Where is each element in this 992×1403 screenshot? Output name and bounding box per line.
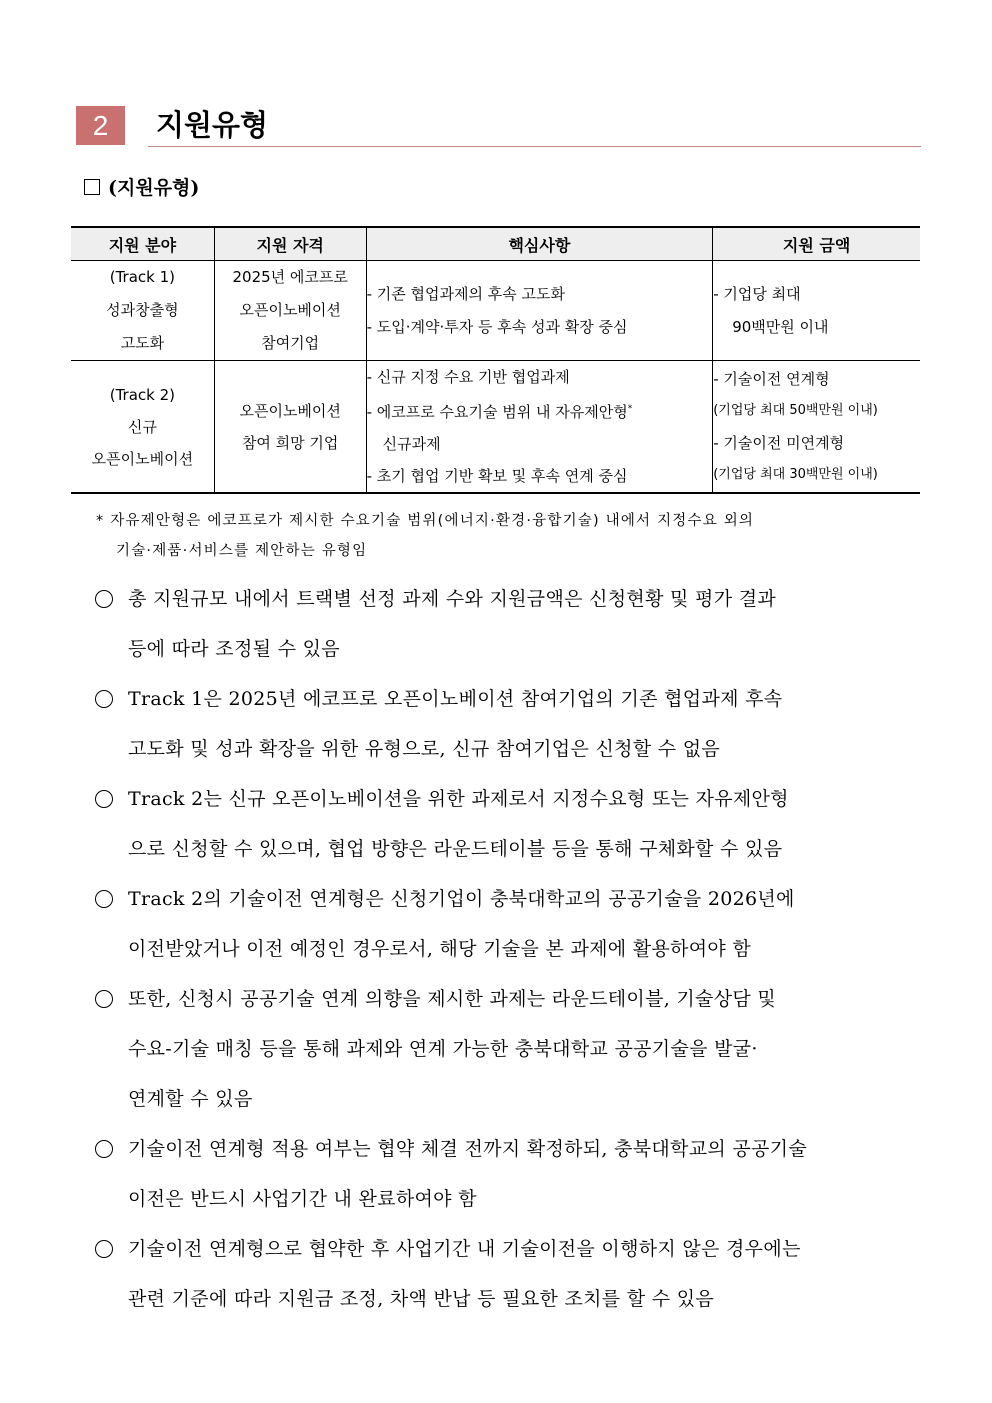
subheading-text: (지원유형): [108, 177, 200, 199]
cell-line: (기업당 최대 50백만원 이내): [713, 402, 878, 418]
footnote: [96, 506, 926, 566]
bullet-item: [92, 974, 926, 1124]
empty-square-icon: [84, 179, 100, 195]
bullet-list: [92, 574, 926, 1324]
cell-line: 오픈이노베이션: [239, 401, 341, 420]
cell-amount: [713, 361, 920, 494]
cell-line: 성과창출형: [106, 301, 179, 319]
circle-bullet-icon: [95, 590, 113, 608]
bullet-line: 으로 신청할 수 있으며, 협업 방향은 라운드테이블 등을 통해 구체화할 수 있음: [128, 838, 783, 860]
cell-key-points: [366, 361, 713, 494]
header-field: 지원 분야: [71, 227, 214, 261]
header-amount: 지원 금액: [713, 227, 920, 261]
cell-line: 오픈이노베이션: [239, 301, 341, 319]
bullet-line: Track 1은 2025년 에코프로 오픈이노베이션 참여기업의 기존 협업과제 후속: [128, 688, 783, 710]
bullet-line: 기술이전 연계형으로 협약한 후 사업기간 내 기술이전을 이행하지 않은 경우에는: [128, 1238, 801, 1260]
cell-line: 신규: [127, 417, 157, 436]
cell-line: (Track 1): [109, 268, 176, 286]
cell-line: 90백만원 이내: [732, 317, 829, 336]
cell-field: [71, 261, 214, 361]
bullet-line: 등에 따라 조정될 수 있음: [128, 638, 340, 660]
header-key-points: 핵심사항: [366, 227, 713, 261]
cell-line: (Track 2): [109, 385, 176, 404]
cell-line: - 기존 협업과제의 후속 고도화: [366, 284, 565, 303]
footnote-line-2: 기술·제품·서비스를 제안하는 유형임: [116, 543, 368, 559]
circle-bullet-icon: [95, 890, 113, 908]
cell-field: [71, 361, 214, 494]
cell-amount: [713, 261, 920, 361]
bullet-line: 또한, 신청시 공공기술 연계 의향을 제시한 과제는 라운드테이블, 기술상담 및: [128, 988, 777, 1010]
cell-eligibility: [214, 361, 366, 494]
bullet-line: 고도화 및 성과 확장을 위한 유형으로, 신규 참여기업은 신청할 수 없음: [128, 738, 721, 760]
cell-line: 참여 희망 기업: [241, 433, 339, 452]
table-header-row: [71, 227, 920, 261]
cell-line: (기업당 최대 30백만원 이내): [713, 466, 878, 482]
cell-eligibility: [214, 261, 366, 361]
header-eligibility: 지원 자격: [214, 227, 366, 261]
circle-bullet-icon: [95, 690, 113, 708]
circle-bullet-icon: [95, 790, 113, 808]
bullet-item: [92, 574, 926, 674]
cell-key-points: [366, 261, 713, 361]
bullet-item: [92, 874, 926, 974]
subheading: [84, 174, 199, 202]
cell-line: - 신규 지정 수요 기반 협업과제: [366, 368, 570, 386]
table-row: [71, 261, 920, 361]
cell-line: [367, 393, 713, 428]
bullet-line: Track 2는 신규 오픈이노베이션을 위한 과제로서 지정수요형 또는 자유제안형: [128, 788, 789, 810]
cell-line: 2025년 에코프로: [232, 268, 348, 286]
bullet-line: 총 지원규모 내에서 트랙별 선정 과제 수와 지원금액은 신청현황 및 평가 결과: [128, 588, 777, 610]
footnote-line-1: 자유제안형은 에코프로가 제시한 수요기술 범위(에너지·환경·융합기술) 내에서 지정수요 외의: [110, 513, 755, 529]
cell-line: - 초기 협업 기반 확보 및 후속 연계 중심: [366, 467, 628, 485]
cell-line: - 기업당 최대: [713, 284, 801, 303]
bullet-line: 이전받았거나 이전 예정인 경우로서, 해당 기술을 본 과제에 활용하여야 함: [128, 938, 752, 960]
bullet-item: [92, 1224, 926, 1324]
circle-bullet-icon: [95, 1240, 113, 1258]
section-title-underline: [148, 146, 921, 147]
bullet-line: Track 2의 기술이전 연계형은 신청기업이 충북대학교의 공공기술을 2026년에: [128, 888, 795, 910]
bullet-line: 이전은 반드시 사업기간 내 완료하여야 함: [128, 1188, 477, 1210]
bullet-line: 기술이전 연계형 적용 여부는 협약 체결 전까지 확정하되, 충북대학교의 공공기술: [128, 1138, 807, 1160]
cell-line: - 기술이전 연계형: [713, 369, 830, 388]
cell-line: 오픈이노베이션: [91, 449, 194, 468]
cell-line: 신규과제: [382, 435, 441, 453]
cell-line: - 기술이전 미연계형: [713, 433, 845, 452]
footnote-marker: *: [627, 404, 633, 414]
table-row: [71, 361, 920, 494]
bullet-item: [92, 774, 926, 874]
bullet-line: 연계할 수 있음: [128, 1088, 253, 1110]
bullet-line: 관련 기준에 따라 지원금 조정, 차액 반납 등 필요한 조치를 할 수 있음: [128, 1288, 715, 1310]
footnote-mark: *: [96, 513, 105, 529]
section-title: 지원유형: [156, 108, 269, 142]
bullet-line: 수요-기술 매칭 등을 통해 과제와 연계 가능한 충북대학교 공공기술을 발굴·: [128, 1038, 758, 1060]
section-header: [76, 106, 921, 148]
bullet-item: [92, 1124, 926, 1224]
cell-line: - 도입·계약·투자 등 후속 성과 확장 중심: [366, 317, 628, 336]
bullet-item: [92, 674, 926, 774]
section-number-badge: 2: [76, 106, 125, 145]
cell-line: 참여기업: [261, 334, 320, 352]
support-type-table: [71, 226, 920, 494]
circle-bullet-icon: [95, 990, 113, 1008]
circle-bullet-icon: [95, 1140, 113, 1158]
cell-text: - 에코프로 수요기술 범위 내 자유제안형: [366, 403, 628, 421]
cell-line: 고도화: [120, 334, 165, 352]
